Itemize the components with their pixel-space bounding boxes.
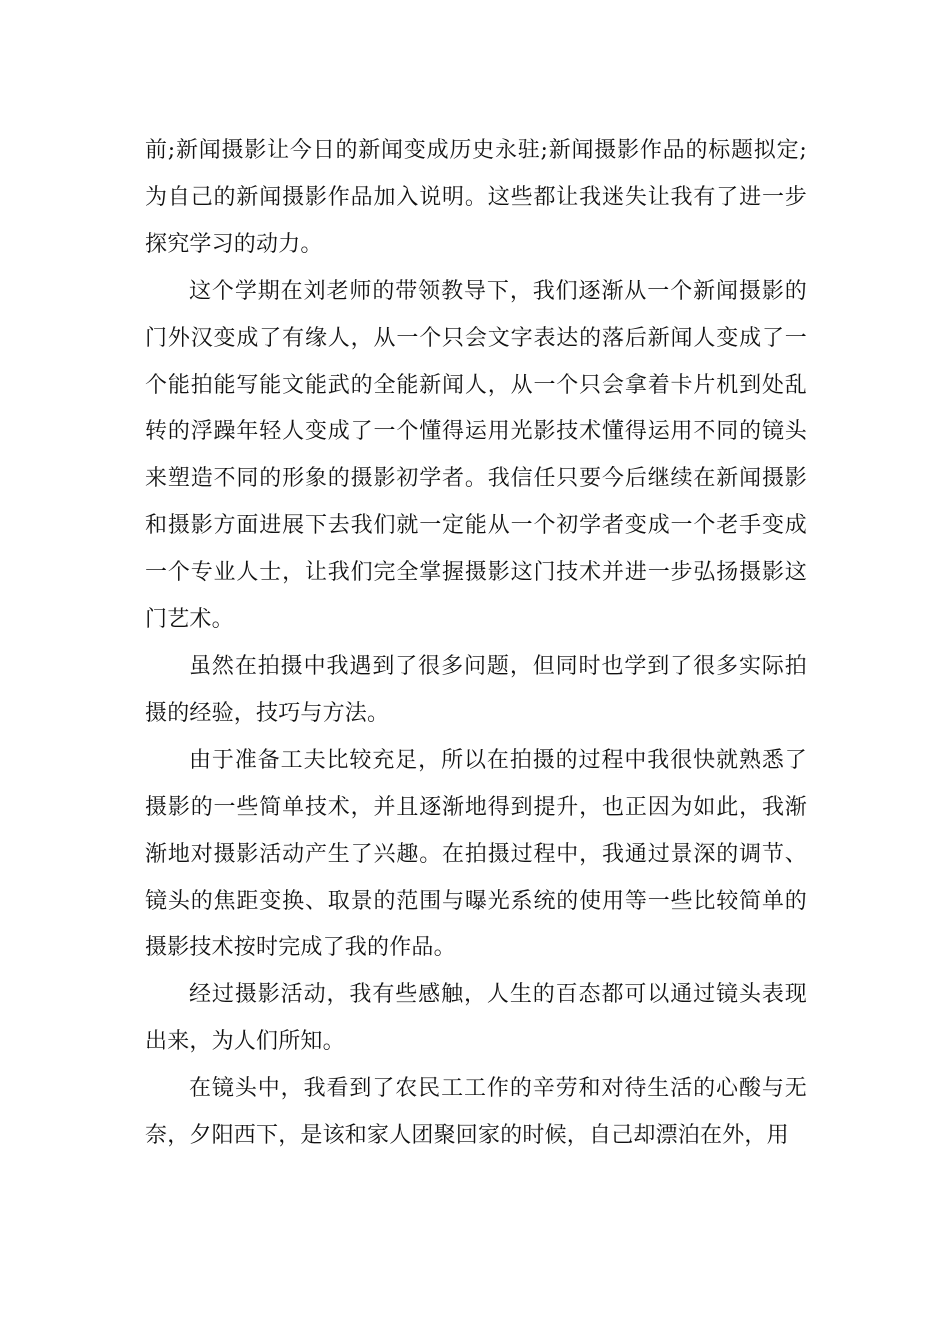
paragraph-4: 由于准备工夫比较充足，所以在拍摄的过程中我很快就熟悉了摄影的一些简单技术，并且逐渐地得到提升，也正因为如此，我渐渐地对摄影活动产生了兴趣。在拍摄过程中，我通过景深的调节、镜头的焦距变换、取景的范围与曝光系统的使用等一些比较简单的摄影技术按时完成了我的作品。 [145,747,807,961]
paragraph-5: 经过摄影活动，我有些感触，人生的百态都可以通过镜头表现出来，为人们所知。 [145,982,807,1055]
document-body [145,128,807,1160]
paragraph-6: 在镜头中，我看到了农民工工作的辛劳和对待生活的心酸与无奈，夕阳西下，是该和家人团聚回家的时候，自己却漂泊在外，用 [145,1076,807,1149]
paragraph-1: 前;新闻摄影让今日的新闻变成历史永驻;新闻摄影作品的标题拟定;为自己的新闻摄影作品加入说明。这些都让我迷失让我有了进一步探究学习的动力。 [145,138,807,257]
paragraph-3: 虽然在拍摄中我遇到了很多问题，但同时也学到了很多实际拍摄的经验，技巧与方法。 [145,653,807,726]
paragraph-2: 这个学期在刘老师的带领教导下，我们逐渐从一个新闻摄影的门外汉变成了有缘人，从一个只会文字表达的落后新闻人变成了一个能拍能写能文能武的全能新闻人，从一个只会拿着卡片机到处乱转的浮躁年轻人变成了一个懂得运用光影技术懂得运用不同的镜头来塑造不同的形象的摄影初学者。我信任只要今后继续在新闻摄影和摄影方面进展下去我们就一定能从一个初学者变成一个老手变成一个专业人士，让我们完全掌握摄影这门技术并进一步弘扬摄影这门艺术。 [145,278,807,633]
